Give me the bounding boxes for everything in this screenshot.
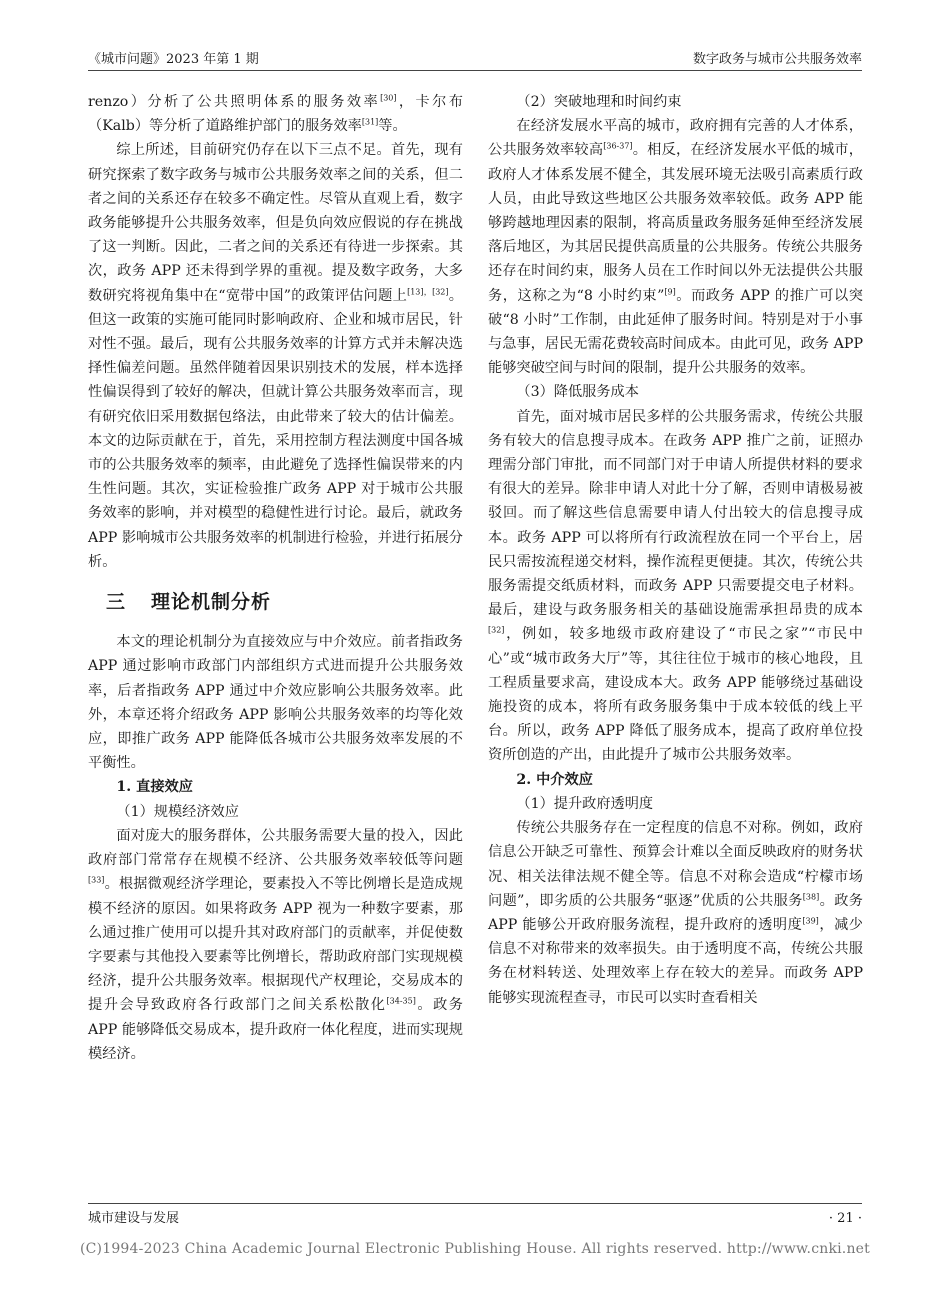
right-column — [488, 90, 863, 1010]
footer-section: 城市建设与发展 — [88, 1211, 180, 1226]
paragraph: （1）规模经济效应 — [116, 803, 239, 820]
paragraph: （2）突破地理和时间约束 — [516, 94, 682, 110]
paragraph: 首先，面对城市居民多样的公共服务需求，传统公共服务有较大的信息搜寻成本。在政务 APP 推广之前，证照办理需分部门审批，而不同部门对于申请人所提供材料的要求有很大的差异。除非申请人对此十分了解，否则申请极易被驳回。而了解这些信息需要申请人付出较大的信息搜寻成本。政务 APP 可以将所有行政流程放在同一个平台上，居民只需按流程递交材料，操作流程更便捷。其次，传统公共服务需提交纸质材料，而政务 APP 只需要提交电子材料。最后，建设与政务服务相关的基础设施需承担昂贵的成本[32]，例如，较多地级市政府建设了“市民之家”“市民中心”或“城市政务大厅”等，其往往位于城市的核心地段，且工程质量要求高，建设成本大。政务 APP 能够绕过基础设施投资的成本，将所有政务服务集中于成本较低的线上平台。所以，政务 APP 降低了服务成本，提高了政府单位投资所创造的产出，由此提升了城市公共服务效率。 — [488, 408, 863, 764]
copyright-notice: (C)1994-2023 China Academic Journal Electronic Publishing House. All rights reserved. http://www.cnki.net — [79, 1241, 870, 1257]
citation-ref: [32] — [488, 625, 505, 635]
citation-ref: [13]，[32] — [407, 286, 449, 296]
article-topic: 数字政务与城市公共服务效率 — [692, 52, 862, 67]
citation-ref: [38] — [802, 891, 820, 901]
citation-ref: [31] — [361, 117, 379, 127]
paragraph: 综上所述，目前研究仍存在以下三点不足。首先，现有研究探索了数字政务与城市公共服务效率之间的关系，但二者之间的关系还存在较多不确定性。尽管从直观上看，数字政务能够提升公共服务效率，但是负向效应假说的存在挑战了这一判断。因此，二者之间的关系还有待进一步探索。其次，政务 APP 还未得到学界的重视。提及数字政务，大多数研究将视角集中在“宽带中国”的政策评估问题上[13]，[32]。但这一政策的实施可能同时影响政府、企业和城市居民，针对性不强。最后，现有公共服务效率的计算方式并未解决选择性偏差问题。虽然伴随着因果识别技术的发展，样本选择性偏误得到了较好的解决，但就计算公共服务效率而言，现有研究依旧采用数据包络法，由此带来了较大的估计偏差。本文的边际贡献在于，首先，采用控制方程法测度中国各城市的公共服务效率的频率，由此避免了选择性偏误带来的内生性问题。其次，实证检验推广政务 APP 对于城市公共服务效率的影响，并对模型的稳健性进行讨论。最后，就政务 APP 影响城市公共服务效率的机制进行检验，并进行拓展分析。 — [88, 142, 463, 570]
paragraph: （3）降低服务成本 — [516, 384, 639, 401]
citation-ref: [34-35] — [386, 996, 416, 1006]
paragraph: （1）提升政府透明度 — [516, 795, 654, 812]
citation-ref: [33] — [88, 875, 105, 885]
page-number: · 21 · — [828, 1211, 862, 1226]
citation-ref: [30] — [380, 93, 397, 103]
running-footer — [88, 1203, 862, 1230]
paragraph: renzo）分析了公共照明体系的服务效率[30]，卡尔布（Kalb）等分析了道路维护部门的服务效率[31]等。 — [88, 93, 463, 135]
subsection-heading: 1. 直接效应 — [116, 779, 193, 796]
paragraph: 面对庞大的服务群体，公共服务需要大量的投入，因此政府部门常常存在规模不经济、公共服务效率较低等问题[33]。根据微观经济学理论，要素投入不等比例增长是造成规模不经济的原因。如果将政务 APP 视为一种数字要素，那么通过推广使用可以提升其对政府部门的贡献率，并促使数字要素与其他投入要素等比例增长，帮助政府部门实现规模经济，提升公共服务效率。根据现代产权理论，交易成本的提升会导致政府各行政部门之间关系松散化[34-35]。政务 APP 能够降低交易成本，提升政府一体化程度，进而实现规模经济。 — [88, 827, 463, 1062]
running-header — [88, 50, 862, 71]
section-heading — [88, 590, 463, 614]
citation-ref: [36-37] — [603, 141, 633, 151]
paragraph: 在经济发展水平高的城市，政府拥有完善的人才体系，公共服务效率较高[36-37]。相反，在经济发展水平低的城市，政府人才体系发展不健全，其发展环境无法吸引高素质行政人员，由此导致这些地区公共服务效率较低。政务 APP 能够跨越地理因素的限制，将高质量政务服务延伸至经济发展落后地区，为其居民提供高质量的公共服务。传统公共服务还存在时间约束，服务人员在工作时间以外无法提供公共服务，这称之为“8 小时约束”[9]。而政务 APP 的推广可以突破“8 小时”工作制，由此延伸了服务时间。特别是对于小事与急事，居民无需花费较高时间成本。由此可见，政务 APP 能够突破空间与时间的限制，提升公共服务的效率。 — [488, 118, 863, 377]
section-title: 理论机制分析 — [151, 591, 272, 614]
citation-ref: [9] — [664, 286, 676, 296]
paragraph: 传统公共服务存在一定程度的信息不对称。例如，政府信息公开缺乏可靠性、预算会计难以全面反映政府的财务状况、相关法律法规不健全等。信息不对称会造成“柠檬市场问题”，即劣质的公共服务“驱逐”优质的公共服务[38]。政务 APP 能够公开政府服务流程，提升政府的透明度[39]，减少信息不对称带来的效率损失。由于透明度不高，传统公共服务在材料转送、处理效率上存在较大的差异。而政务 APP 能够实现流程查寻，市民可以实时查看相关 — [488, 820, 863, 1006]
left-column — [88, 90, 463, 1066]
paragraph: 本文的理论机制分为直接效应与中介效应。前者指政务 APP 通过影响市政部门内部组织方式进而提升公共服务效率，后者指政务 APP 通过中介效应影响公共服务效率。此外，本章还将介绍政务 APP 影响公共服务效率的均等化效应，即推广政务 APP 能降低各城市公共服务效率发展的不平衡性。 — [88, 634, 463, 772]
section-number: 三 — [106, 591, 127, 614]
citation-ref: [39] — [802, 916, 819, 926]
subsection-heading: 2. 中介效应 — [516, 771, 593, 788]
journal-issue: 《城市问题》2023 年第 1 期 — [88, 52, 259, 67]
